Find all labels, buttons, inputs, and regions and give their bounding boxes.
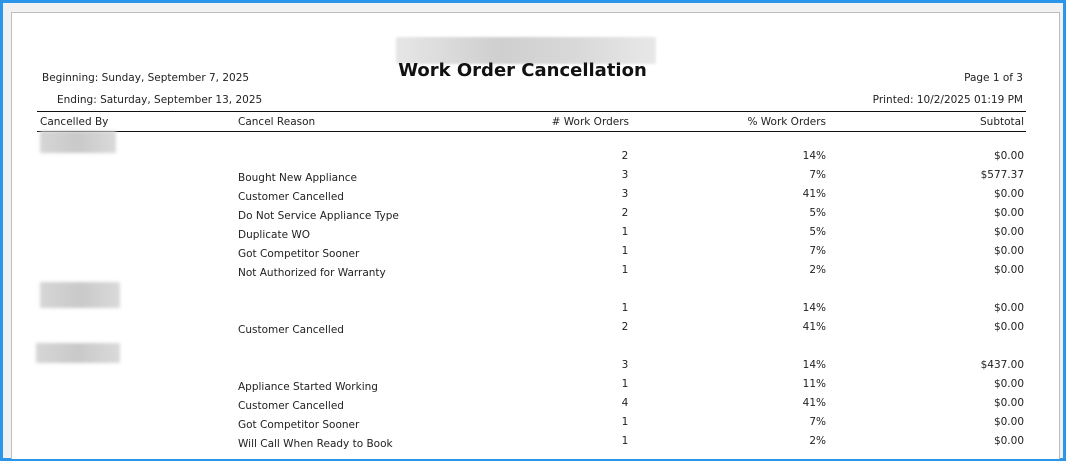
work-order-pct: 5% xyxy=(809,207,826,219)
work-order-pct: 7% xyxy=(809,169,826,181)
cancelled-by-name-redacted xyxy=(36,343,120,363)
work-order-count: 3 xyxy=(621,188,629,200)
row-subtotal: $0.00 xyxy=(993,226,1024,238)
work-order-count: 1 xyxy=(621,378,629,390)
group-total-count: 2 xyxy=(621,150,629,162)
work-order-count: 1 xyxy=(621,416,629,428)
work-order-count: 1 xyxy=(621,264,629,276)
row-subtotal: $0.00 xyxy=(993,188,1024,200)
cancel-reason: Bought New Appliance xyxy=(238,172,357,184)
row-subtotal: $0.00 xyxy=(993,435,1024,447)
work-order-count: 4 xyxy=(621,397,629,409)
header-rule-bottom xyxy=(37,131,1026,132)
work-order-count: 1 xyxy=(621,226,629,238)
work-order-pct: 2% xyxy=(809,264,826,276)
group-total-count: 1 xyxy=(621,302,629,314)
work-order-count: 2 xyxy=(621,321,629,333)
work-order-count: 1 xyxy=(621,245,629,257)
group-total-subtotal: $0.00 xyxy=(993,302,1024,314)
cancel-reason: Got Competitor Sooner xyxy=(238,248,360,260)
row-subtotal: $577.37 xyxy=(980,169,1024,181)
row-subtotal: $0.00 xyxy=(993,416,1024,428)
work-order-pct: 7% xyxy=(809,245,826,257)
col-cancel-reason: Cancel Reason xyxy=(238,116,316,128)
ending-date: Ending: Saturday, September 13, 2025 xyxy=(57,94,263,106)
row-subtotal: $0.00 xyxy=(993,321,1024,333)
row-subtotal: $0.00 xyxy=(993,245,1024,257)
cancel-reason: Do Not Service Appliance Type xyxy=(238,210,399,222)
row-subtotal: $0.00 xyxy=(993,207,1024,219)
group-total-pct: 14% xyxy=(802,359,826,371)
page-number: Page 1 of 3 xyxy=(964,72,1023,84)
col-pct-work-orders: % Work Orders xyxy=(747,116,826,128)
cancel-reason: Customer Cancelled xyxy=(238,400,344,412)
group-total-pct: 14% xyxy=(802,302,826,314)
row-subtotal: $0.00 xyxy=(993,378,1024,390)
header-rule-top xyxy=(37,111,1026,112)
cancel-reason: Will Call When Ready to Book xyxy=(238,438,393,450)
row-subtotal: $0.00 xyxy=(993,264,1024,276)
cancel-reason: Got Competitor Sooner xyxy=(238,419,360,431)
cancel-reason: Duplicate WO xyxy=(238,229,311,241)
row-subtotal: $0.00 xyxy=(993,397,1024,409)
col-num-work-orders: # Work Orders xyxy=(551,116,629,128)
cancel-reason: Customer Cancelled xyxy=(238,324,344,336)
work-order-pct: 7% xyxy=(809,416,826,428)
cancel-reason: Customer Cancelled xyxy=(238,191,344,203)
printed-timestamp: Printed: 10/2/2025 01:19 PM xyxy=(872,94,1023,106)
cancelled-by-name-redacted xyxy=(40,282,120,308)
cancelled-by-name-redacted xyxy=(40,131,116,153)
report-title: Work Order Cancellation xyxy=(398,60,647,81)
work-order-pct: 41% xyxy=(802,397,826,409)
work-order-pct: 11% xyxy=(802,378,826,390)
col-cancelled-by: Cancelled By xyxy=(40,116,109,128)
work-order-count: 1 xyxy=(621,435,629,447)
work-order-count: 2 xyxy=(621,207,629,219)
cancel-reason: Appliance Started Working xyxy=(238,381,378,393)
work-order-pct: 5% xyxy=(809,226,826,238)
beginning-date: Beginning: Sunday, September 7, 2025 xyxy=(42,72,250,84)
group-total-pct: 14% xyxy=(802,150,826,162)
group-total-count: 3 xyxy=(621,359,629,371)
work-order-pct: 2% xyxy=(809,435,826,447)
group-total-subtotal: $0.00 xyxy=(993,150,1024,162)
cancel-reason: Not Authorized for Warranty xyxy=(238,267,386,279)
group-total-subtotal: $437.00 xyxy=(980,359,1024,371)
col-subtotal: Subtotal xyxy=(980,116,1024,128)
work-order-count: 3 xyxy=(621,169,629,181)
work-order-pct: 41% xyxy=(802,321,826,333)
work-order-pct: 41% xyxy=(802,188,826,200)
